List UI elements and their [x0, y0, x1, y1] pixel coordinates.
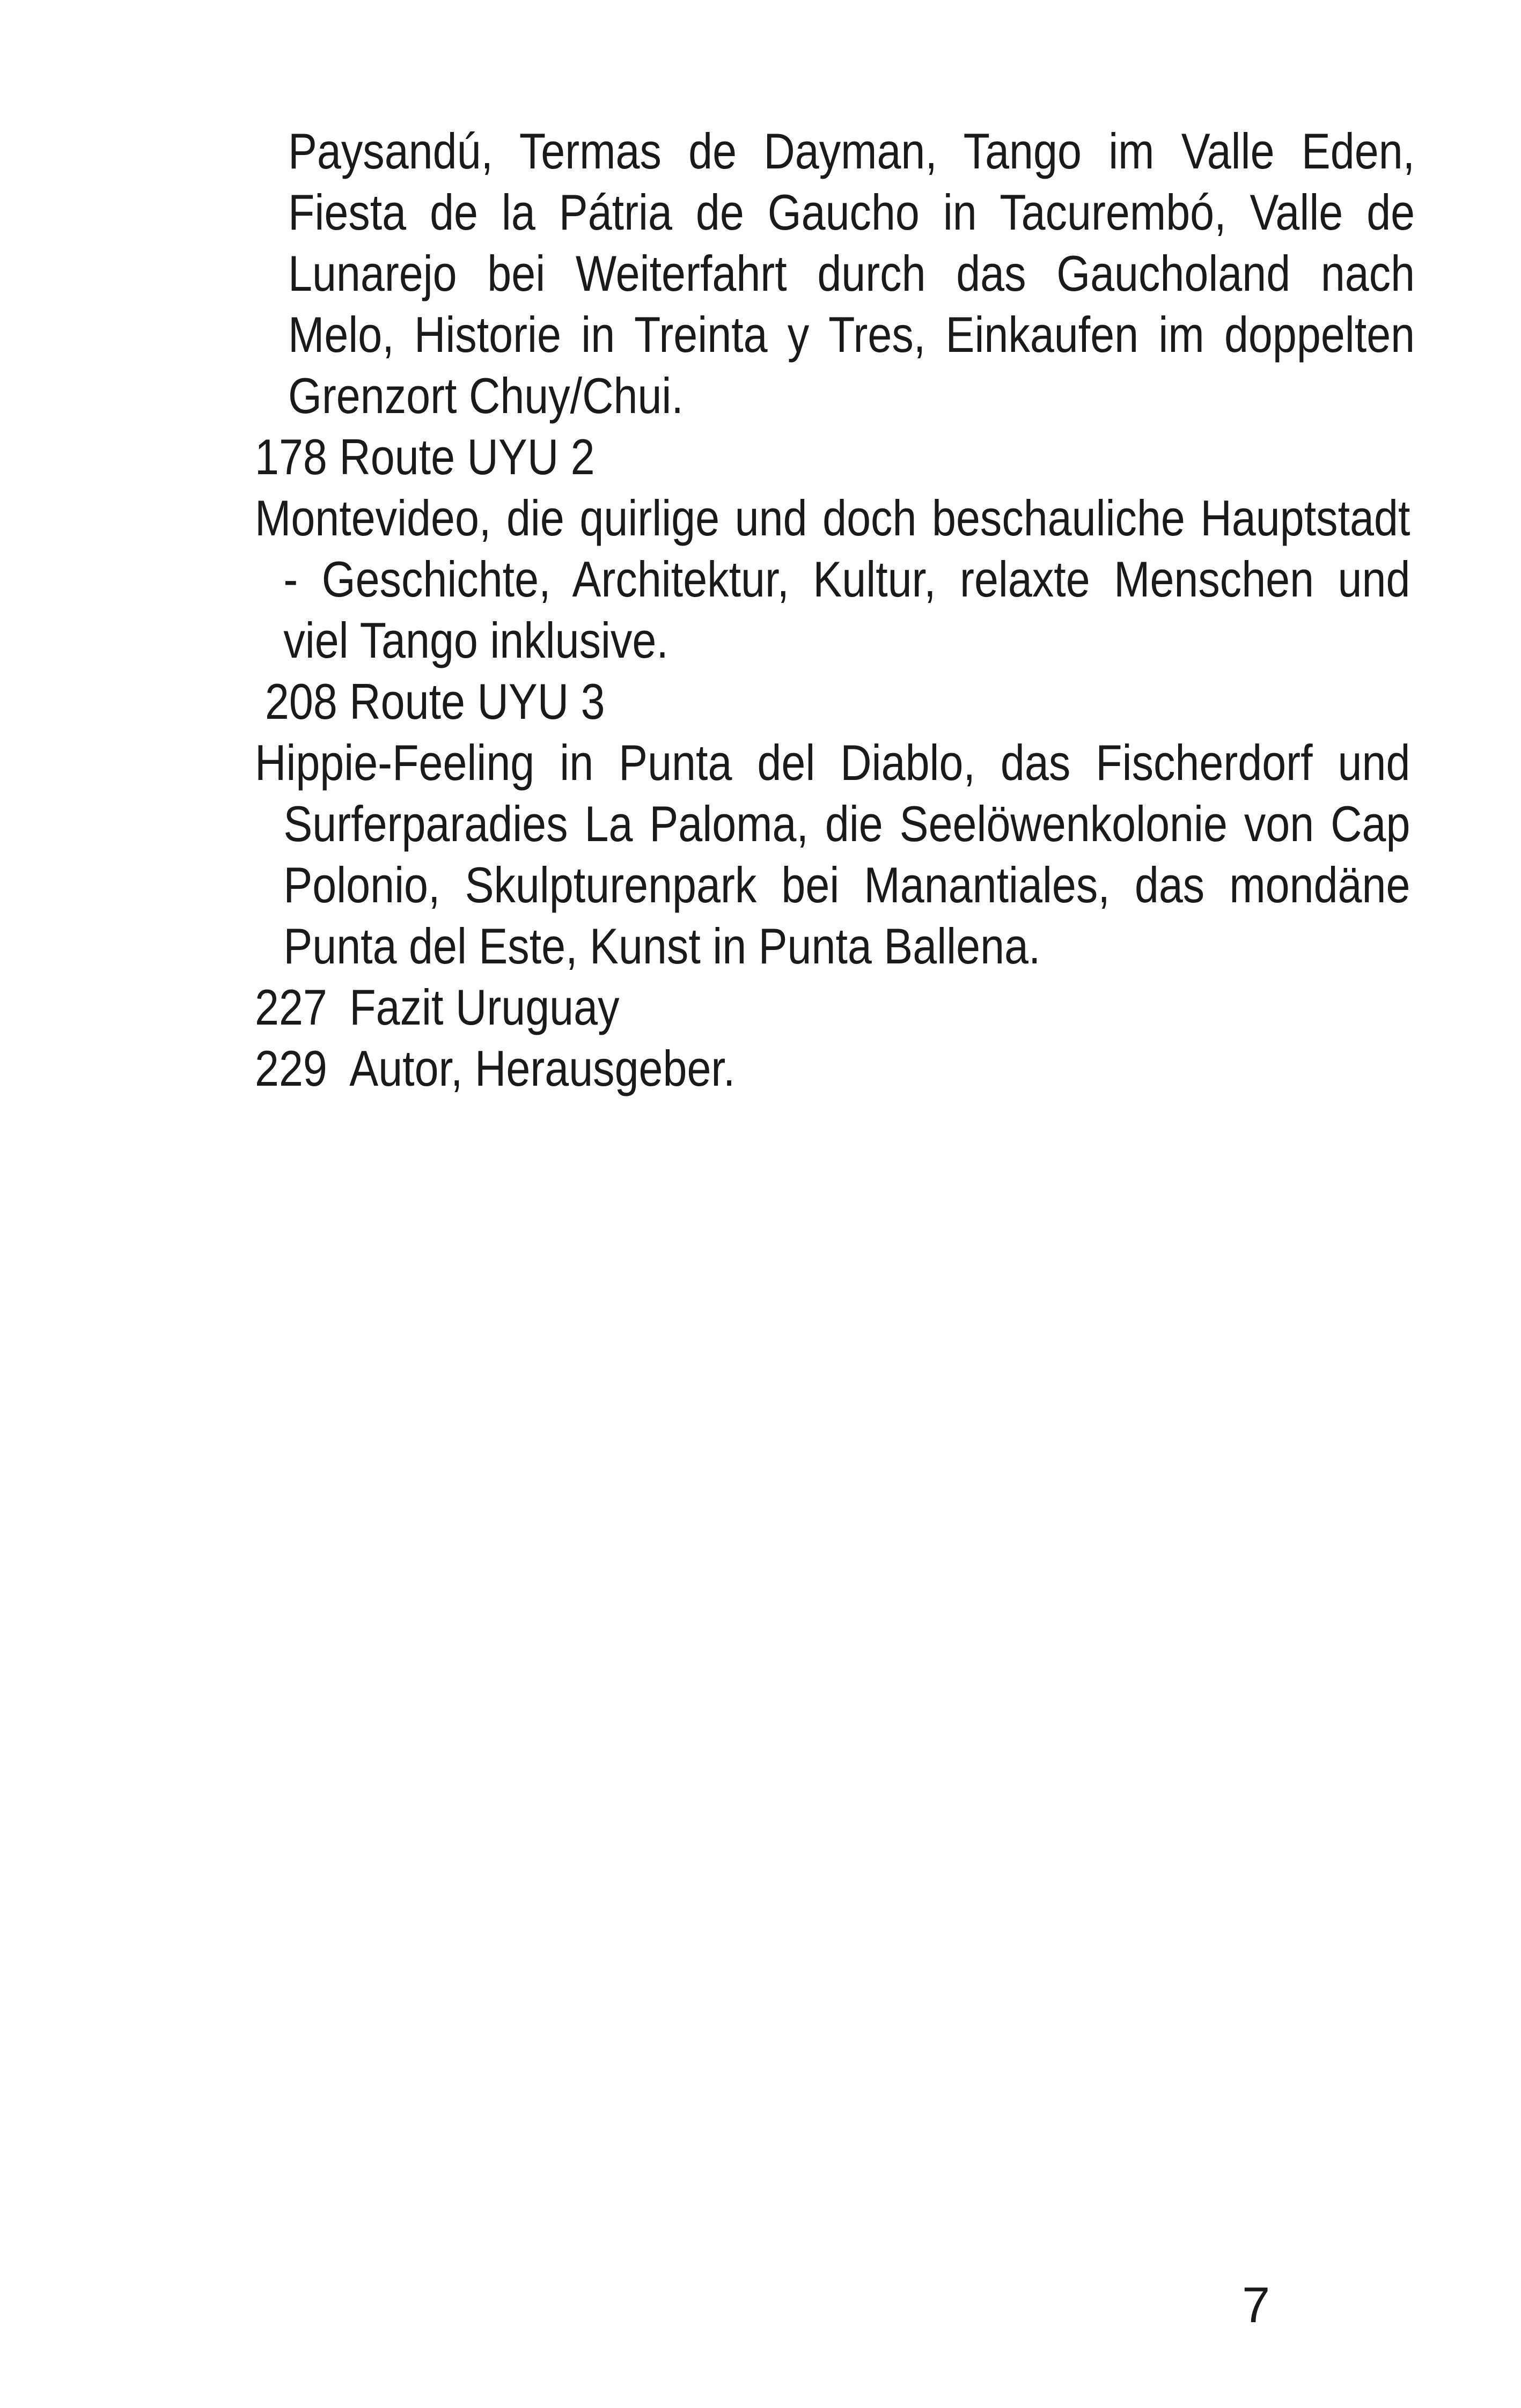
table-of-contents [255, 121, 1415, 1099]
toc-page-number: 229 [255, 1040, 327, 1096]
toc-entry-autor [255, 1038, 1224, 1099]
toc-description-paysandu [288, 121, 1415, 426]
toc-description-montevideo [255, 488, 1410, 671]
toc-entry-route-uyu-2 [255, 426, 1224, 488]
toc-entry-title: Route UYU 2 [339, 429, 595, 485]
toc-description-text: Montevideo, die quirlige und doch beschauliche Hauptstadt - Geschichte, Architektur, Kultur, relaxte Menschen und viel Tango inklusive. [255, 490, 1410, 668]
toc-page-number: 178 [255, 429, 327, 485]
page-number: 7 [1242, 2277, 1270, 2333]
toc-description-text: Paysandú, Termas de Dayman, Tango im Valle Eden, Fiesta de la Pátria de Gaucho in Tacurembó, Valle de Lunarejo bei Weiterfahrt durch das Gaucholand nach Melo, Historie in Treinta y Tres, Einkaufen im doppelten Grenzort Chuy/Chui. [288, 123, 1415, 424]
toc-description-punta-del-diablo [255, 732, 1410, 977]
toc-page-number: 208 [264, 673, 337, 730]
toc-entry-title: Route UYU 3 [349, 673, 605, 730]
toc-entry-title: Fazit Uruguay [349, 979, 620, 1035]
toc-entry-route-uyu-3 [255, 671, 1224, 732]
toc-page-number: 227 [255, 979, 327, 1035]
toc-entry-fazit-uruguay [255, 977, 1224, 1038]
toc-description-text: Hippie-Feeling in Punta del Diablo, das Fischerdorf und Surferparadies La Paloma, die Seelöwenkolonie von Cap Polonio, Skulpturenpark bei Manantiales, das mondäne Punta del Este, Kunst in Punta Ballena. [255, 734, 1410, 974]
toc-entry-title: Autor, Herausgeber. [349, 1040, 736, 1096]
